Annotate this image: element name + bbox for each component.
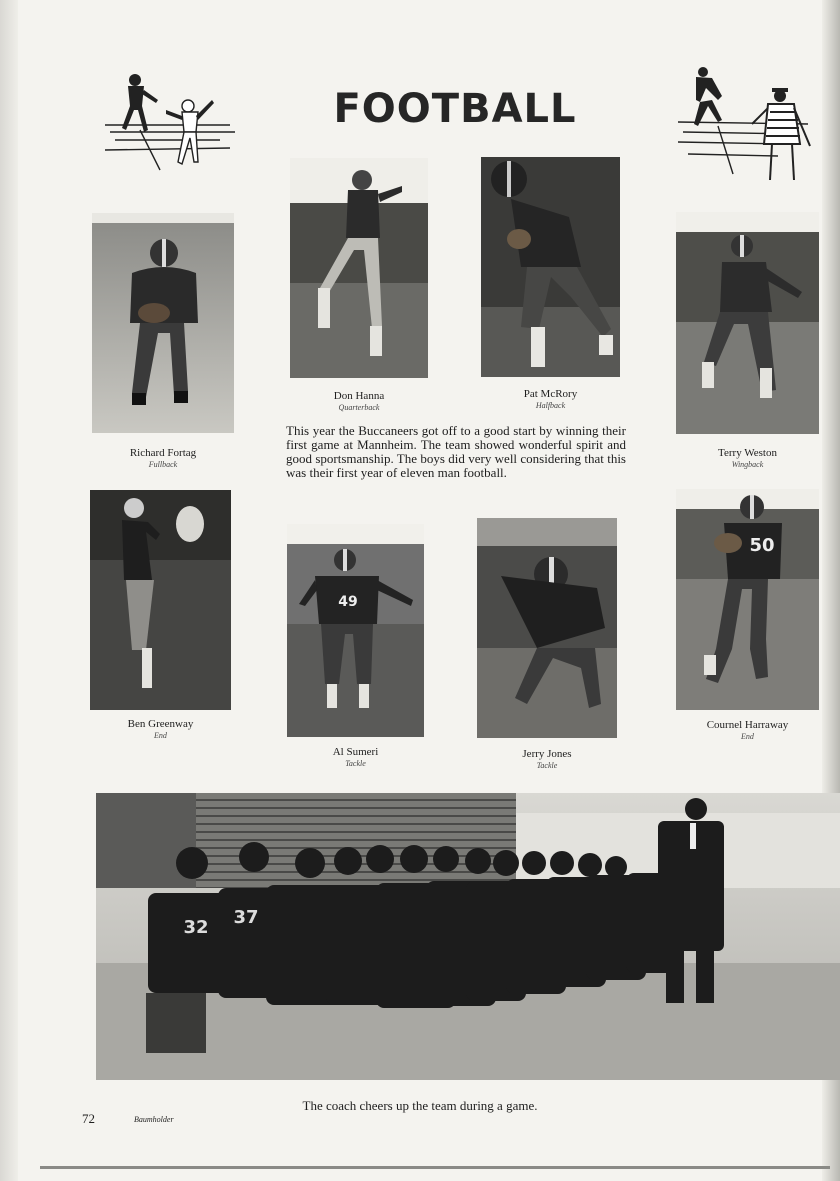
caption-al-sumeri — [287, 745, 424, 769]
photo-jerry-jones — [477, 518, 617, 738]
football-players-sketch-left — [100, 70, 240, 185]
caption-pat-mcrory — [481, 387, 620, 411]
caption-don-hanna — [290, 389, 428, 413]
player-position: Wingback — [731, 460, 764, 469]
photo-terry-weston — [676, 212, 819, 434]
jersey-number: 50 — [749, 535, 775, 556]
player-name: Richard Fortag — [129, 447, 197, 459]
caption-jerry-jones — [477, 747, 617, 771]
photo-richard-fortag — [92, 213, 234, 433]
jersey-number: 37 — [233, 907, 259, 928]
player-name: Al Sumeri — [332, 746, 379, 758]
page-number: 72 — [82, 1111, 95, 1126]
photo-don-hanna — [290, 158, 428, 378]
player-name: Cournel Harraway — [706, 719, 789, 731]
caption-cournel-harraway — [676, 718, 819, 742]
page-edge-left — [0, 0, 18, 1181]
player-name: Ben Greenway — [127, 718, 194, 730]
player-name: Terry Weston — [718, 447, 777, 459]
photo-cournel-harraway — [676, 489, 819, 710]
player-name: Don Hanna — [333, 390, 385, 402]
photo-al-sumeri — [287, 524, 424, 737]
caption-terry-weston — [676, 446, 819, 470]
photo-pat-mcrory — [481, 157, 620, 377]
caption-richard-fortag — [92, 446, 234, 470]
player-position: Tackle — [345, 759, 366, 768]
jersey-number: 49 — [338, 594, 358, 610]
player-position: Tackle — [536, 761, 558, 770]
referee-sketch-right — [678, 64, 818, 184]
jersey-number: 32 — [183, 917, 209, 938]
bottom-rule — [40, 1166, 830, 1169]
player-position: Halfback — [535, 401, 566, 410]
caption-ben-greenway — [90, 717, 231, 741]
book-title: Baumholder — [134, 1115, 174, 1124]
player-position: Fullback — [148, 460, 178, 469]
team-bench-photo — [96, 793, 840, 1080]
player-position: Quarterback — [338, 403, 380, 412]
team-photo-caption: The coach cheers up the team during a game. — [302, 1098, 538, 1113]
player-position: End — [154, 731, 167, 740]
page-title: FOOTBALL — [333, 86, 577, 132]
player-name: Pat McRory — [523, 388, 578, 400]
player-name: Jerry Jones — [522, 748, 572, 760]
photo-ben-greenway — [90, 490, 231, 710]
story-paragraph: This year the Buccaneers got off to a good start by winning their first game at Mannheim. The team showed wonderful spirit and good sportsmanship. The boys did very well considering that this was their first year of eleven man football. — [286, 423, 626, 480]
player-position: End — [741, 732, 754, 741]
